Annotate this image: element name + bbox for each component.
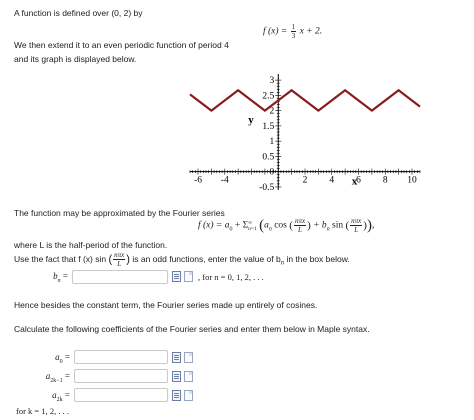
- odd-hint-open: (: [108, 253, 113, 266]
- half-period-note: where L is the half-period of the function.: [14, 240, 168, 250]
- formula-cos-fraction: [294, 217, 306, 234]
- x-tick-label: 6: [356, 175, 361, 186]
- odd-hint-bn-sub: n: [280, 260, 285, 267]
- formula-an-sub: n: [268, 226, 272, 233]
- formula-sin-close: ): [363, 219, 367, 232]
- graph-tick-labels: [194, 76, 417, 193]
- odd-function-hint: [14, 251, 350, 268]
- formula-cos-open: (: [289, 219, 293, 232]
- sin-fraction-den: L: [354, 226, 359, 234]
- a2k-answer-input[interactable]: [74, 388, 168, 402]
- bn-label: [30, 271, 68, 284]
- formula-sin: sin: [332, 220, 344, 231]
- formula-close-paren: ): [366, 217, 372, 234]
- bn-label-letter: b: [53, 271, 58, 281]
- function-graph: [0, 66, 474, 266]
- y-tick-label: 1: [269, 137, 275, 148]
- fourier-intro: The function may be approximated by the Fourier series: [14, 208, 225, 218]
- a2k1-label-letter: a: [45, 371, 51, 381]
- function-definition: [263, 23, 322, 40]
- x-tick-label: -4: [220, 175, 229, 186]
- a2k-label-letter: a: [52, 390, 57, 400]
- bn-label-eq: =: [60, 271, 68, 281]
- a2k-minus-1-answer-input[interactable]: [74, 369, 168, 383]
- formula-plus-b: + b: [313, 220, 327, 231]
- intro-line-3: and its graph is displayed below.: [14, 54, 137, 64]
- formula-end: ,: [371, 220, 375, 231]
- a0-label-eq: =: [62, 352, 70, 362]
- graph-ticks: [190, 80, 420, 187]
- instructions: Calculate the following coefficients of the Fourier series and enter them below in Maple syntax.: [14, 324, 370, 334]
- preview-icon[interactable]: [184, 371, 193, 382]
- equation-editor-icon[interactable]: [172, 390, 181, 401]
- a2k-label-sub: 2k: [56, 396, 63, 403]
- a0-answer-input[interactable]: [74, 350, 168, 364]
- x-tick-label: 10: [407, 175, 417, 186]
- odd-hint-frac-num: nπx: [114, 251, 125, 259]
- function-curve: [190, 90, 420, 110]
- preview-icon[interactable]: [184, 390, 193, 401]
- intro-line-2: We then extend it to an even periodic function of period 4: [14, 40, 229, 50]
- k-range: for k = 1, 2, . . .: [16, 406, 69, 416]
- formula-sin-open: (: [345, 219, 350, 232]
- y-tick-label: -0.5: [259, 182, 275, 193]
- a2k1-label-eq: =: [62, 371, 70, 381]
- a2k-label: [14, 390, 70, 403]
- odd-hint-part-a: Use the fact that f (x) sin: [14, 253, 107, 264]
- x-tick-label: 2: [302, 175, 308, 186]
- formula-sin-fraction: [350, 217, 362, 234]
- equation-editor-icon[interactable]: [172, 271, 181, 282]
- y-tick-label: 2: [269, 106, 275, 117]
- bn-answer-input[interactable]: [72, 270, 168, 284]
- formula-cos: cos: [274, 220, 287, 231]
- function-definition-rhs: x + 2.: [299, 26, 323, 37]
- a2k1-label-sub: 2k−1: [50, 377, 63, 384]
- formula-cos-close: ): [307, 219, 311, 232]
- formula-sum-top: ∞: [248, 219, 253, 226]
- a0-label-letter: a: [55, 352, 60, 362]
- bn-label-sub: n: [57, 277, 61, 284]
- a2k-label-eq: =: [62, 390, 70, 400]
- odd-hint-close: ): [126, 253, 130, 266]
- odd-hint-part-b: is an odd functions, enter the value of b: [132, 253, 281, 264]
- preview-icon[interactable]: [184, 352, 193, 363]
- formula-sum-bottom: n=1: [248, 225, 257, 232]
- fourier-formula: [198, 217, 374, 234]
- equation-editor-icon[interactable]: [172, 352, 181, 363]
- cos-fraction-num: nπx: [294, 217, 306, 225]
- y-tick-label: 1.5: [262, 121, 275, 132]
- odd-hint-fraction: [113, 251, 125, 268]
- x-tick-label: -6: [194, 175, 202, 186]
- function-definition-lhs: f (x) =: [263, 26, 288, 37]
- y-tick-label: 0: [269, 167, 275, 178]
- x-tick-label: 4: [329, 175, 335, 186]
- fraction-denominator: 3: [291, 32, 296, 40]
- preview-icon[interactable]: [184, 271, 193, 282]
- fraction-numerator: 1: [291, 23, 296, 31]
- y-axis-label: y: [248, 113, 254, 126]
- function-definition-fraction: [291, 23, 297, 40]
- formula-open-paren: (: [259, 217, 265, 234]
- cos-fraction-den: L: [298, 226, 302, 234]
- y-tick-label: 0.5: [262, 152, 275, 163]
- bn-range: , for n = 0, 1, 2, . . .: [198, 272, 264, 282]
- formula-an: a: [264, 220, 269, 231]
- odd-hint-part-c: in the box below.: [284, 253, 350, 264]
- intro-line-1: A function is defined over (0, 2) by: [14, 8, 143, 18]
- formula-lhs: f (x) = a: [198, 220, 230, 231]
- formula-a0-sub: 0: [229, 226, 233, 233]
- x-axis-label: x: [351, 175, 358, 188]
- formula-bn-sub: n: [326, 226, 330, 233]
- x-tick-label: 8: [382, 175, 388, 186]
- odd-hint-frac-den: L: [117, 260, 122, 268]
- y-tick-label: 3: [269, 76, 275, 87]
- sin-fraction-num: nπx: [351, 217, 362, 225]
- equation-editor-icon[interactable]: [172, 371, 181, 382]
- formula-sum: + Σ: [234, 220, 249, 231]
- a2k-minus-1-label: [14, 371, 70, 384]
- a0-label: [30, 352, 70, 365]
- a0-label-sub: 0: [59, 358, 63, 365]
- y-tick-label: 2.5: [262, 91, 275, 102]
- cosines-note: Hence besides the constant term, the Fourier series made up entirely of cosines.: [14, 300, 318, 310]
